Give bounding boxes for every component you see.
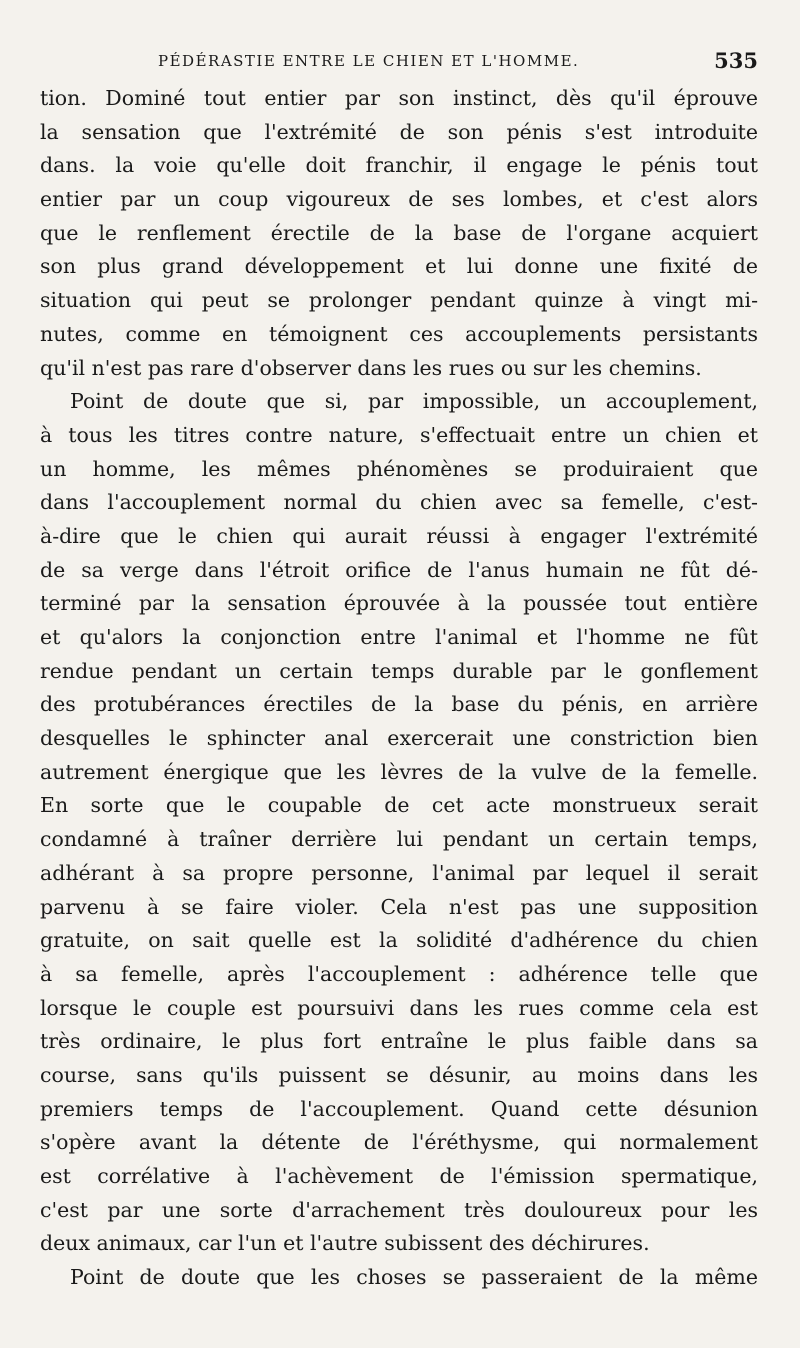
text-line: nutes, comme en témoignent ces accouplements persistants	[40, 321, 758, 346]
text-line: Point de doute que si, par impossible, un accouplement,	[70, 389, 758, 414]
text-line: autrement énergique que les lèvres de la vulve de la femelle.	[40, 759, 758, 784]
text-line: c'est par une sorte d'arrachement très douloureux pour les	[40, 1197, 758, 1222]
text-line: des protubérances érectiles de la base du pénis, en arrière	[40, 692, 758, 717]
text-line: premiers temps de l'accouplement. Quand cette désunion	[40, 1096, 758, 1121]
text-line: et qu'alors la conjonction entre l'animal et l'homme ne fût	[40, 625, 758, 649]
text-line: à sa femelle, après l'accouplement : adhérence telle que	[40, 961, 758, 986]
text-line: tion. Dominé tout entier par son instinct, dès qu'il éprouve	[40, 86, 758, 110]
text-line: son plus grand développement et lui donne une fixité de	[40, 254, 758, 279]
text-line: très ordinaire, le plus fort entraîne le plus faible dans sa	[40, 1029, 758, 1054]
text-line: à-dire que le chien qui aurait réussi à engager l'extrémité	[40, 523, 758, 548]
text-line: que le renflement érectile de la base de l'organe acquiert	[40, 220, 758, 245]
text-line: adhérant à sa propre personne, l'animal par lequel il serait	[40, 860, 758, 885]
page-header	[40, 48, 758, 74]
text-line: condamné à traîner derrière lui pendant un certain temps,	[40, 827, 758, 852]
text-line: situation qui peut se prolonger pendant quinze à vingt mi-	[40, 288, 758, 313]
text-line: gratuite, on sait quelle est la solidité d'adhérence du chien	[40, 928, 758, 953]
text-line: terminé par la sensation éprouvée à la poussée tout entière	[40, 591, 758, 616]
text-line: desquelles le sphincter anal exercerait une constriction bien	[40, 726, 758, 751]
paragraph	[40, 82, 758, 385]
page-number: 535	[714, 48, 758, 73]
paragraph	[40, 385, 758, 1261]
running-head: PÉDÉRASTIE ENTRE LE CHIEN ET L'HOMME.	[158, 52, 580, 70]
text-line: dans l'accouplement normal du chien avec sa femelle, c'est-	[40, 490, 758, 515]
text-line: Point de doute que les choses se passeraient de la même	[70, 1265, 758, 1290]
text-line: parvenu à se faire violer. Cela n'est pas une supposition	[40, 894, 758, 919]
text-line: dans. la voie qu'elle doit franchir, il engage le pénis tout	[40, 153, 758, 178]
text-line: qu'il n'est pas rare d'observer dans les rues ou sur les chemins.	[40, 355, 702, 380]
text-line: rendue pendant un certain temps durable par le gonflement	[40, 658, 758, 683]
text-line: course, sans qu'ils puissent se désunir, au moins dans les	[40, 1062, 758, 1087]
text-line: un homme, les mêmes phénomènes se produiraient que	[40, 456, 758, 481]
text-line: s'opère avant la détente de l'éréthysme, qui normalement	[40, 1130, 758, 1155]
body-text	[40, 82, 758, 1295]
text-line: deux animaux, car l'un et l'autre subissent des déchirures.	[40, 1231, 650, 1256]
text-line: entier par un coup vigoureux de ses lombes, et c'est alors	[40, 187, 758, 212]
text-line: lorsque le couple est poursuivi dans les rues comme cela est	[40, 995, 758, 1020]
text-line: En sorte que le coupable de cet acte monstrueux serait	[40, 793, 758, 818]
text-line: est corrélative à l'achèvement de l'émission spermatique,	[40, 1164, 758, 1188]
paragraph	[40, 1261, 758, 1295]
text-line: à tous les titres contre nature, s'effectuait entre un chien et	[40, 422, 758, 447]
text-line: de sa verge dans l'étroit orifice de l'anus humain ne fût dé-	[40, 557, 758, 582]
text-line: la sensation que l'extrémité de son pénis s'est introduite	[40, 119, 758, 144]
